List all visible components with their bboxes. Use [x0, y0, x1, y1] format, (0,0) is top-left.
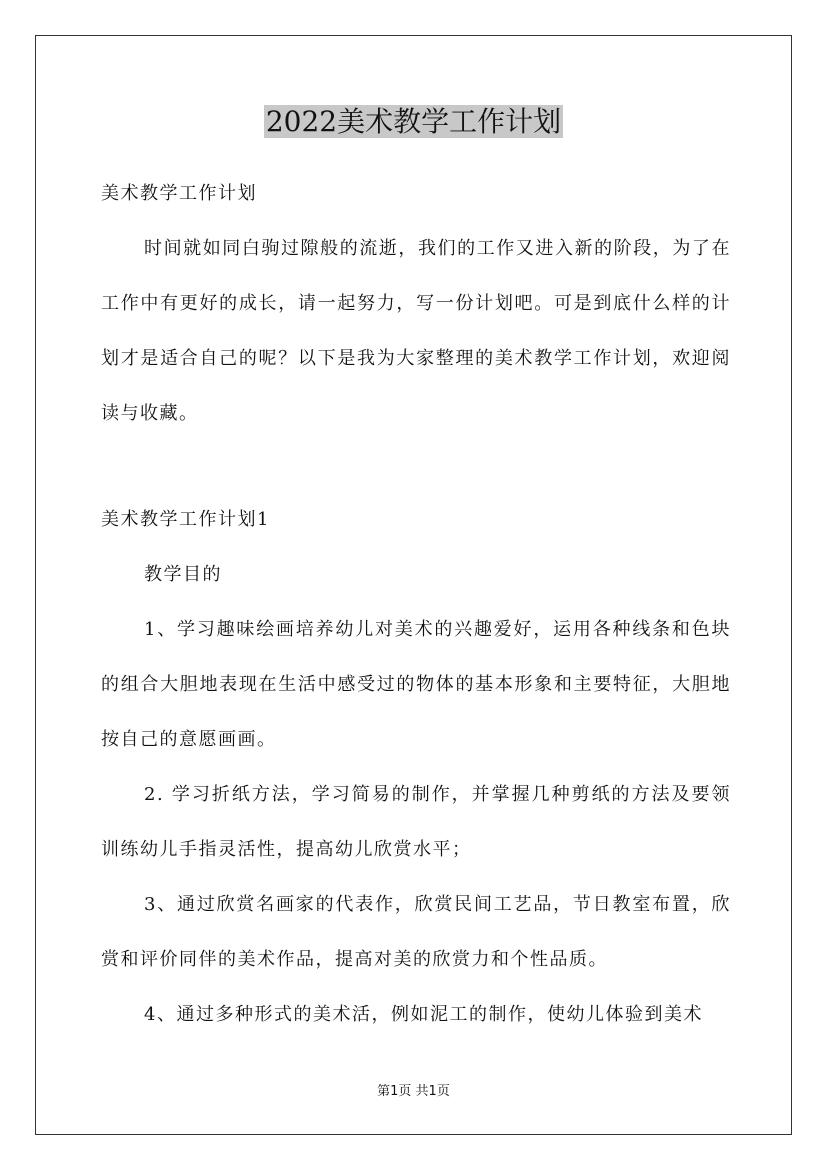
- section-heading: 美术教学工作计划1: [101, 509, 270, 530]
- list-item: 1、学习趣味绘画培养幼儿对美术的兴趣爱好，运用各种线条和色块的组合大胆地表现在生活中感受过的物体的基本形象和主要特征，大胆地按自己的意愿画画。: [101, 619, 731, 750]
- page-footer: 第1页 共1页: [377, 1084, 450, 1099]
- document-title: 2022美术教学工作计划: [265, 105, 562, 138]
- list-item: 4、通过多种形式的美术活，例如泥工的制作，使幼儿体验到美术: [144, 1004, 703, 1025]
- subtitle: 美术教学工作计划: [101, 183, 257, 204]
- list-item: 2. 学习折纸方法，学习简易的制作，并掌握几种剪纸的方法及要领训练幼儿手指灵活性，提高幼儿欣赏水平；: [101, 784, 731, 860]
- document-title-container: [0, 102, 827, 142]
- document-body: [101, 166, 731, 1042]
- subheading: 教学目的: [144, 564, 222, 585]
- intro-paragraph: 时间就如同白驹过隙般的流逝，我们的工作又进入新的阶段，为了在工作中有更好的成长，请一起努力，写一份计划吧。可是到底什么样的计划才是适合自己的呢？以下是我为大家整理的美术教学工作计划，欢迎阅读与收藏。: [101, 238, 731, 424]
- paragraph-gap: [101, 441, 731, 492]
- list-item: 3、通过欣赏名画家的代表作，欣赏民间工艺品，节日教室布置，欣赏和评价同伴的美术作品，提高对美的欣赏力和个性品质。: [101, 894, 731, 970]
